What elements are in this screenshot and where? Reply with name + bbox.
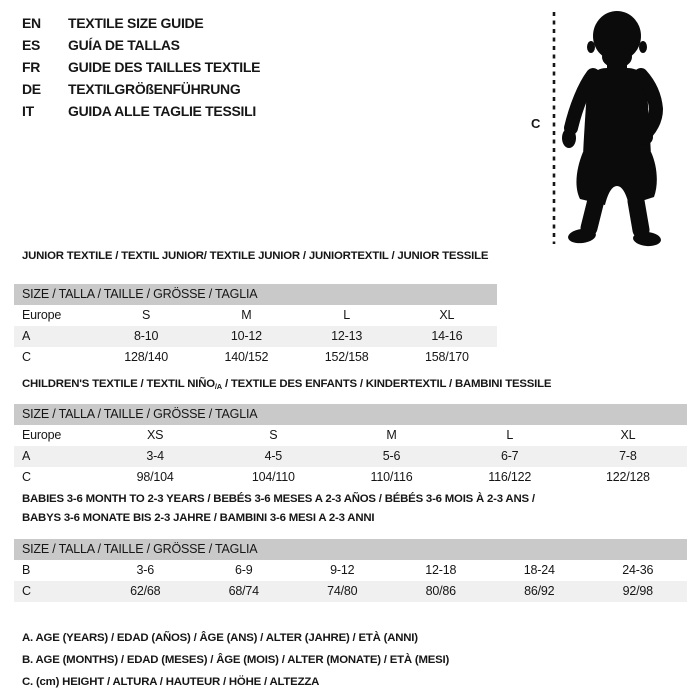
table-row-label: C [22,350,31,364]
table-cell: L [343,308,350,322]
language-title-list [22,12,260,122]
table-cell: 6-7 [500,449,519,463]
table-cell: 18-24 [523,563,555,577]
table-cell: 110/116 [370,470,413,484]
babies-title-line1: BABIES 3-6 MONTH TO 2-3 YEARS / BEBÉS 3-6 MESES A 2-3 AÑOS / BÉBÉS 3-6 MOIS À 2-3 ANS / [22,493,535,505]
table-row [14,347,497,368]
children-title-text: / TEXTILE DES ENFANTS / KINDERTEXTIL / BAMBINI TESSILE [222,378,552,390]
table-cell: 116/122 [488,470,532,484]
table-cell: 4-5 [264,449,283,463]
language-row [22,34,260,56]
language-title: TEXTILGRÖßENFÜHRUNG [68,81,241,97]
table-cell: 98/104 [136,470,174,484]
table-cell: 7-8 [619,449,637,463]
language-title: GUIDE DES TAILLES TEXTILE [68,59,261,75]
table-row [14,560,687,581]
junior-section-title: JUNIOR TEXTILE / TEXTIL JUNIOR/ TEXTILE JUNIOR / JUNIORTEXTIL / JUNIOR TESSILE [22,250,489,262]
table-cell: L [506,428,514,442]
table-cell: S [269,428,278,442]
toddler-silhouette [520,6,692,254]
children-size-table [14,404,687,488]
table-cell: 8-10 [134,329,159,343]
table-cell: 9-12 [330,563,355,577]
language-code: FR [22,59,41,75]
table-row [14,305,497,326]
legend-note-b: B. AGE (MONTHS) / EDAD (MESES) / ÂGE (MOIS) / ALTER (MONATE) / ETÀ (MESI) [22,654,450,666]
table-cell: XL [439,308,455,322]
table-cell: 128/140 [124,350,169,364]
children-section-title [22,378,551,391]
table-cell: M [241,308,252,322]
language-code: DE [22,81,41,97]
table-cell: 92/98 [622,584,653,598]
table-cell: 5-6 [382,449,401,463]
table-row [14,581,687,602]
language-code: ES [22,37,41,53]
table-row-label: Europe [22,308,62,322]
table-cell: 152/158 [324,350,369,364]
table-row-label: B [22,563,31,577]
language-row [22,56,260,78]
table-cell: 10-12 [230,329,262,343]
table-size-header-bar: SIZE / TALLA / TAILLE / GRÖSSE / TAGLIA [14,539,687,560]
table-size-header-bar: SIZE / TALLA / TAILLE / GRÖSSE / TAGLIA [14,404,687,425]
table-cell: 80/86 [425,584,456,598]
babies-title-line2: BABYS 3-6 MONATE BIS 2-3 JAHRE / BAMBINI 3-6 MESI A 2-3 ANNI [22,512,375,524]
table-cell: 158/170 [424,350,469,364]
table-cell: 12-18 [425,563,457,577]
language-title: GUIDA ALLE TAGLIE TESSILI [68,103,256,119]
table-cell: M [386,428,397,442]
children-title-text: CHILDREN'S TEXTILE / TEXTIL NIÑO [22,378,215,390]
legend-note-a: A. AGE (YEARS) / EDAD (AÑOS) / ÂGE (ANS) / ALTER (JAHRE) / ETÀ (ANNI) [22,632,418,644]
language-title: TEXTILE SIZE GUIDE [68,15,204,31]
table-cell: 122/128 [606,470,650,484]
table-cell: 86/92 [524,584,555,598]
measurement-figure [520,6,692,254]
table-cell: 14-16 [431,329,463,343]
table-row-label: A [22,449,31,463]
language-row [22,12,260,34]
figure-measure-label: C [531,116,541,131]
table-cell: 12-13 [331,329,363,343]
toddler-body [562,11,662,247]
table-cell: 140/152 [224,350,269,364]
junior-size-table [14,284,497,368]
table-cell: 24-36 [622,563,654,577]
legend-note-c: C. (cm) HEIGHT / ALTURA / HAUTEUR / HÖHE / ALTEZZA [22,676,320,688]
table-cell: XL [620,428,636,442]
table-row [14,446,687,467]
table-cell: 74/80 [327,584,358,598]
table-cell: 3-6 [136,563,154,577]
table-cell: S [142,308,151,322]
table-row-label: Europe [22,428,62,442]
table-cell: 62/68 [130,584,161,598]
table-cell: 3-4 [146,449,164,463]
language-code: IT [22,103,34,119]
language-title: GUÍA DE TALLAS [68,37,180,53]
table-row [14,425,687,446]
language-code: EN [22,15,41,31]
table-size-header-bar: SIZE / TALLA / TAILLE / GRÖSSE / TAGLIA [14,284,497,305]
table-row-label: A [22,329,31,343]
babies-section-title [22,490,662,528]
language-row [22,100,260,122]
table-row-label: C [22,584,31,598]
table-row [14,467,687,488]
table-row-label: C [22,470,31,484]
table-cell: 104/110 [251,470,295,484]
table-cell: 68/74 [228,584,259,598]
table-row [14,326,497,347]
children-title-subscript: /A [214,382,223,391]
language-row [22,78,260,100]
babies-size-table [14,539,687,602]
table-cell: XS [146,428,164,442]
table-cell: 6-9 [235,563,253,577]
legend-notes [22,627,449,693]
